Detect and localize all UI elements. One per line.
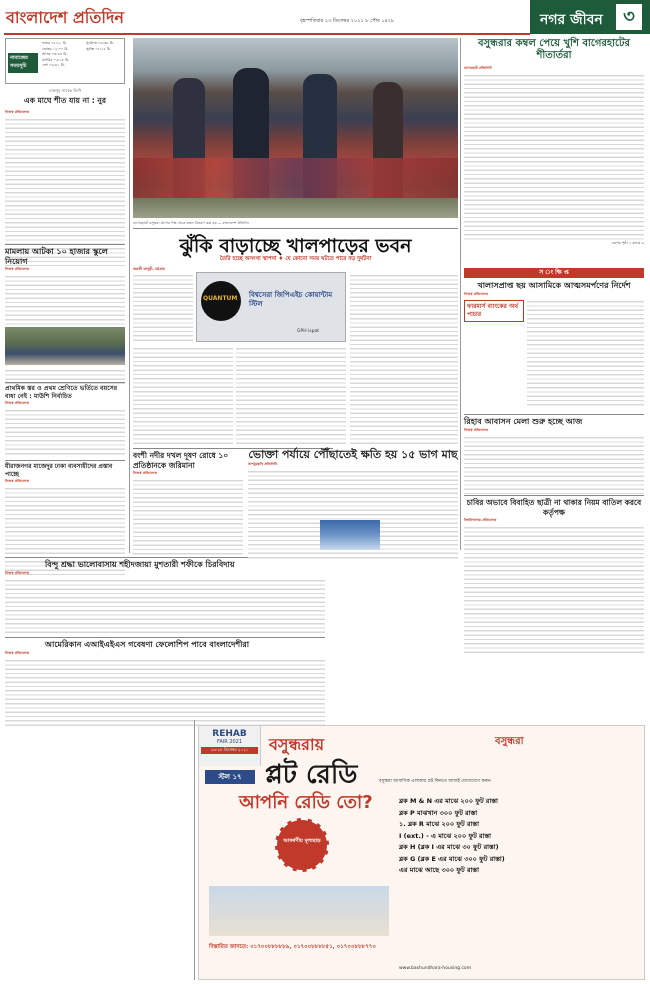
story-credit: নিজস্ব প্রতিবেদক bbox=[133, 471, 158, 475]
story-credit: নিজস্ব প্রতিবেদক bbox=[5, 267, 30, 271]
ad-house-photo bbox=[209, 886, 389, 936]
column-divider bbox=[194, 720, 195, 980]
story-body bbox=[464, 72, 644, 240]
page-number: ৩ bbox=[616, 4, 642, 30]
lead-credit: জয়শ্রী ভাদুড়ী, চট্টগ্রাম bbox=[133, 267, 166, 271]
story-headline: ভোক্তা পর্যায়ে পৌঁছাতেই ক্ষতি হয় ১৫ ভাগ মাছ bbox=[248, 448, 458, 461]
sun-times bbox=[86, 41, 114, 52]
lead-body bbox=[133, 272, 193, 342]
story-surrender bbox=[464, 281, 644, 408]
photo-caption: বাগেরহাটে বসুন্ধরা গ্রুপের পক্ষ থেকে কম্বল বিতরণ করা হয় — বাংলাদেশ প্রতিদিন bbox=[133, 221, 249, 225]
prayer-row: আসর ০৩:৪৪ মি. bbox=[42, 52, 68, 56]
story-credit: নিজস্ব প্রতিবেদক bbox=[5, 401, 30, 405]
stall-badge: স্টল ১৭ bbox=[205, 770, 255, 784]
plot-item: ব্লক P মাঝখান ৩০০ ফুট রাস্তা bbox=[399, 808, 478, 817]
steel-ad-brand: QUANTUM bbox=[203, 295, 238, 302]
steel-ad-text: বিশ্বসেরা জিপিএইচ কোয়ান্টাম স্টিল bbox=[249, 291, 333, 308]
ad-headline-3: আপনি রেডি তো? bbox=[239, 792, 373, 813]
story-admission bbox=[5, 385, 125, 455]
story-fellowship bbox=[5, 640, 325, 727]
story-credit: বাগেরহাট প্রতিনিধি bbox=[464, 66, 492, 70]
lead-body bbox=[350, 272, 458, 445]
prayer-row: এশা ০৬:৪১ মি. bbox=[42, 63, 65, 67]
ad-brand-logo: বসুন্ধরা bbox=[495, 736, 524, 747]
rehab-dates: ২৩-২৮ ডিসেম্বর ২০২১ bbox=[201, 747, 258, 754]
sunset: সূর্যাস্ত ০৫:১৫ মি. bbox=[86, 46, 112, 51]
story-headline: খালাসপ্রাপ্ত ছয় আসামিকে আত্মসমর্পণের নির্দেশ bbox=[477, 281, 631, 290]
story-body bbox=[5, 367, 125, 387]
ad-headline-1: বসুন্ধরায় bbox=[269, 735, 325, 754]
newspaper-logo: বাংলাদেশ প্রতিদিন bbox=[6, 8, 124, 27]
story-credit: নিজস্ব প্রতিবেদক bbox=[5, 479, 30, 483]
story-headline: বংশী নদীর দখল দূষণ রোধে ১০ প্রতিষ্ঠানকে জরিমানা bbox=[133, 451, 229, 470]
blanket-distribution-photo bbox=[133, 38, 458, 218]
divider bbox=[5, 244, 125, 245]
story-body bbox=[464, 434, 644, 494]
ad-website[interactable]: www.bashundhara-housing.com bbox=[399, 966, 472, 971]
plot-list bbox=[399, 796, 639, 877]
story-body bbox=[5, 407, 125, 455]
lead-body bbox=[133, 345, 233, 445]
story-river bbox=[133, 451, 243, 557]
plot-item: ব্লক H (ব্লক I এর মাঝে ৩০ ফুট রাস্তা) bbox=[399, 843, 499, 851]
column-divider bbox=[460, 38, 461, 550]
ad-intro: বসুন্ধরা আবাসিক এলাকার প্লট কিনতে আজই যোগাযোগ করুন bbox=[379, 779, 491, 784]
story-kicker: ডাকসুর সাবেক ভিপি bbox=[48, 88, 82, 93]
rehab-fair: FAIR 2021 bbox=[216, 739, 243, 745]
section-title: নগর জীবন bbox=[540, 12, 603, 28]
plot-item: এর মাঝে আছে ৩০০ ফুট রাস্তা bbox=[399, 866, 479, 874]
story-headline: প্রাথমিক স্তর ও প্রথম শ্রেণিতে ভর্তিতে বয়সের বাধা নেই : মাউশি নির্বাচিত bbox=[5, 385, 118, 400]
ad-contact: বিস্তারিত জানতে: ০১৭০০৮৮৮৮৮৯, ০১৭০০৮৮৮৮৫১, ০১৭০০৮৮৮৭৭০ bbox=[209, 944, 376, 950]
pull-quote: ফারমার্স ব্যাংকের অর্থ পাচার bbox=[464, 300, 524, 322]
story-headline: বিন্দু শ্রদ্ধা ভালোবাসায় শহীদজায়া মুশতারী শফীকে চিরবিদায় bbox=[45, 560, 235, 569]
story-credit: বিশ্ববিদ্যালয় প্রতিবেদক bbox=[464, 518, 497, 522]
story-credit: নিজস্ব প্রতিবেদক bbox=[464, 292, 489, 296]
divider bbox=[5, 382, 125, 383]
story-headline: আমেরিকান এআইএইএস গবেষণা ফেলোশিপ পাবে বাংলাদেশীরা bbox=[45, 640, 250, 649]
plot-item: ব্লক M & N এর মাঝে ২০০ ফুট রাস্তা bbox=[399, 797, 498, 805]
prayer-row: মাগরিব ০৫:১৮ মি. bbox=[42, 57, 70, 62]
story-farewell bbox=[5, 560, 325, 633]
story-body bbox=[5, 577, 325, 633]
story-traders bbox=[5, 463, 125, 575]
story-body bbox=[5, 657, 325, 727]
story-body bbox=[133, 477, 243, 557]
prayer-row: জোহর ১২:০০ মি. bbox=[42, 46, 69, 51]
story-body bbox=[5, 273, 125, 325]
divider bbox=[5, 460, 125, 461]
divider bbox=[133, 228, 458, 229]
blanket-pile bbox=[133, 158, 458, 198]
story-nur bbox=[5, 88, 125, 266]
discount-badge bbox=[275, 818, 329, 872]
sunrise: সূর্যোদয় ০৬:৩৮ মি. bbox=[86, 41, 114, 45]
divider bbox=[464, 495, 644, 496]
steel-ad-sub: GPH ispat bbox=[297, 329, 319, 334]
story-headline: এক মাঘে শীত যায় না : নুর bbox=[24, 96, 106, 105]
story-credit: বশেমুরকৃবি প্রতিনিধি bbox=[248, 462, 277, 466]
story-headline: বসুন্ধরার কম্বল পেয়ে খুশি বাগেরহাটের শীতার্তরা bbox=[477, 38, 630, 61]
lead-deck: তৈরি হচ্ছে অসংখ্য স্থাপনা ♦ যে কোনো সময় ঘটতে পারে বড় দুর্ঘটনা bbox=[219, 256, 372, 262]
divider bbox=[5, 637, 325, 638]
issue-date: বৃহস্পতিবার ২৩ ডিসেম্বর ২০২১ ৮ পৌষ ১৪২৮ bbox=[300, 18, 395, 24]
continued-note: এরপর পৃষ্ঠা ২ কলাম ৬ bbox=[611, 241, 644, 245]
plot-item: I (ext.) - এ মাঝে ২০০ ফুট রাস্তা bbox=[399, 831, 492, 840]
prayer-times bbox=[42, 41, 69, 69]
section-tab bbox=[530, 0, 650, 34]
prayer-label: নামাজের সময়সূচি bbox=[8, 53, 38, 73]
story-hostel bbox=[464, 498, 644, 654]
story-credit: নিজস্ব প্রতিবেদক bbox=[5, 110, 30, 114]
prayer-row: ফজর ০৫:২১ মি. bbox=[42, 41, 67, 45]
story-credit: নিজস্ব প্রতিবেদক bbox=[5, 650, 30, 655]
story-body bbox=[464, 524, 644, 654]
discount-text: আকর্ষণীয় মূল্যছাড় bbox=[283, 838, 321, 844]
ad-headline-2: প্লট রেডি bbox=[265, 760, 358, 790]
lead-headline: ঝুঁকি বাড়াচ্ছে খালপাড়ের ভবন bbox=[179, 235, 412, 257]
bashundhara-ad[interactable] bbox=[198, 725, 645, 980]
fish-photo bbox=[320, 520, 380, 550]
plot-item: ১. ব্লক R মাঝে ২০০ ফুট রাস্তা bbox=[399, 820, 479, 828]
story-headline: মামলায় আটকা ১০ হাজার স্কুলে নিয়োগ bbox=[5, 247, 108, 266]
story-headline: যীরাজনগর মাজেদুর ঢাকা ব্যবসায়ীদের প্রস্তাব পাচ্ছে bbox=[5, 463, 113, 478]
steel-ad[interactable] bbox=[196, 272, 346, 342]
story-schools bbox=[5, 247, 125, 387]
story-rehab bbox=[464, 417, 644, 494]
rehab-title: REHAB bbox=[212, 729, 247, 739]
story-photo bbox=[5, 327, 125, 365]
story-credit: নিজস্ব প্রতিবেদক bbox=[464, 428, 489, 432]
masthead bbox=[0, 0, 650, 36]
rehab-badge bbox=[199, 726, 261, 766]
masthead-rule bbox=[4, 33, 530, 35]
story-blanket bbox=[464, 38, 644, 247]
story-headline: চাবির অভাবে বিবাহিত ছাত্রী না থাকার নিয়ম বাতিল করবে কর্তৃপক্ষ bbox=[466, 498, 642, 517]
story-body bbox=[527, 298, 644, 408]
story-headline: রিহাব আবাসন মেলা শুরু হচ্ছে আজ bbox=[464, 417, 583, 426]
column-divider bbox=[129, 88, 130, 553]
plot-item: ব্লক G (ব্লক E এর মাঝে ৩০০ ফুট রাস্তা) bbox=[399, 854, 505, 863]
story-credit: নিজস্ব প্রতিবেদক bbox=[5, 570, 30, 575]
divider bbox=[464, 414, 644, 415]
lead-body bbox=[236, 345, 346, 445]
briefs-label: স ং ক্ষি প্ত bbox=[464, 268, 644, 278]
prayer-box bbox=[5, 38, 125, 84]
